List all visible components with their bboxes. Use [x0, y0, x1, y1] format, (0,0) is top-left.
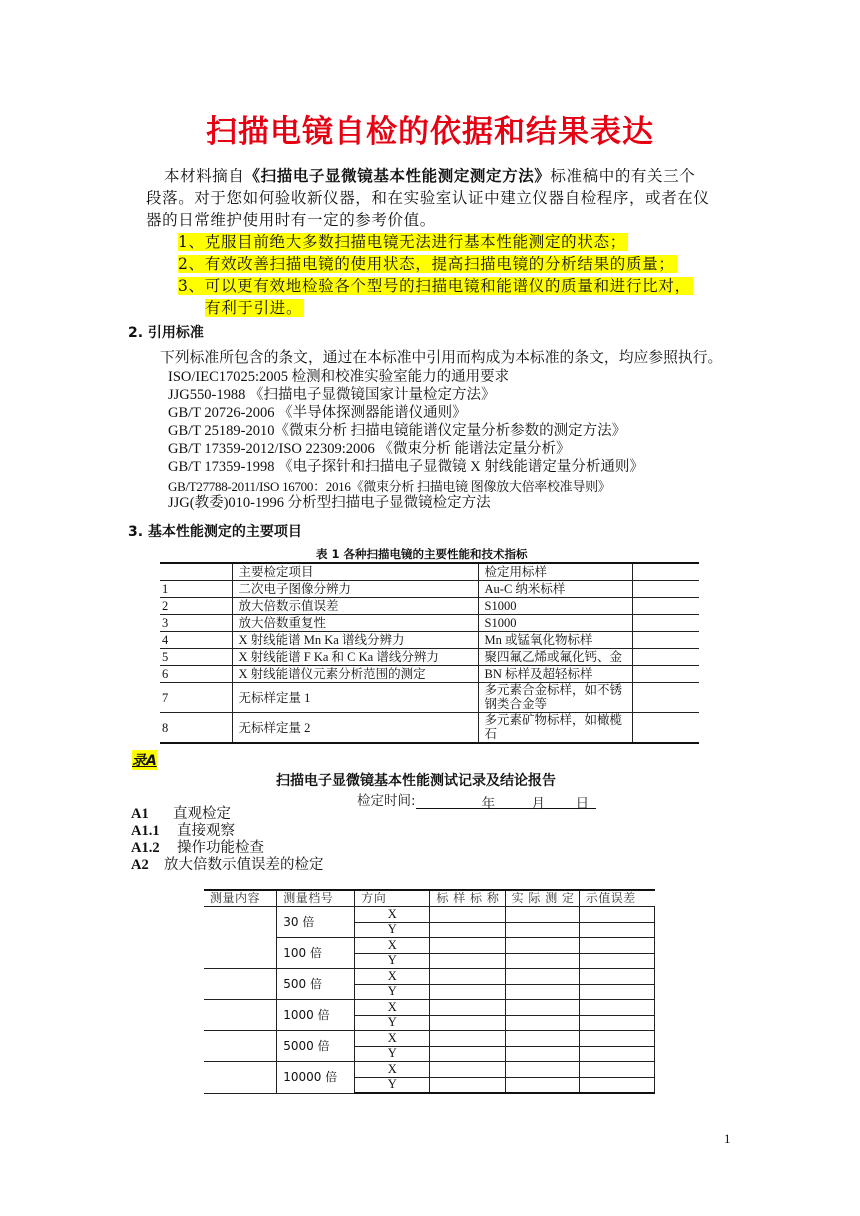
- direction-label: X: [355, 1000, 430, 1016]
- actual-measurement-cell[interactable]: [505, 953, 579, 969]
- item-cell: X 射线能谱仪元素分析范围的测定: [232, 666, 478, 683]
- indication-error-cell[interactable]: [579, 907, 654, 923]
- actual-measurement-cell[interactable]: [505, 1031, 579, 1047]
- highlight-item-2: 2、有效改善扫描电镜的使用状态，提高扫描电镜的分析结果的质量；: [178, 255, 675, 273]
- table-row: [204, 907, 655, 923]
- table-row: [204, 1062, 655, 1078]
- table-row: [160, 683, 699, 713]
- table-row: [204, 969, 655, 985]
- date-blank-field[interactable]: [416, 792, 596, 812]
- actual-measurement-cell[interactable]: [505, 938, 579, 954]
- table-row: [160, 615, 699, 632]
- table-row: [204, 1000, 655, 1016]
- document-title: 扫描电镜自检的依据和结果表达: [206, 114, 654, 150]
- sample-text: 多元素合金标样，如不锈钢类合金等: [484, 683, 623, 711]
- sample-nominal-cell[interactable]: [430, 969, 505, 985]
- row-number: 2: [160, 598, 232, 615]
- row-number: 8: [160, 713, 232, 744]
- indication-error-cell[interactable]: [579, 1046, 654, 1062]
- section-2-lead: 下列标准所包含的条文，通过在本标准中引用而构成为本标准的条文，均应参照执行。: [160, 350, 723, 366]
- actual-measurement-cell[interactable]: [505, 922, 579, 938]
- magnification-label: 5000 倍: [277, 1031, 355, 1062]
- magnification-label: 100 倍: [277, 938, 355, 969]
- reference-item: ISO/IEC17025:2005 检测和校准实验室能力的通用要求: [168, 369, 510, 385]
- measurement-content-cell[interactable]: [204, 1031, 277, 1062]
- actual-measurement-cell[interactable]: [505, 1046, 579, 1062]
- annex-title: 扫描电子显微镜基本性能测试记录及结论报告: [276, 773, 556, 789]
- indication-error-cell[interactable]: [579, 1000, 654, 1016]
- sample-nominal-cell[interactable]: [430, 953, 505, 969]
- indication-error-cell[interactable]: [579, 984, 654, 1000]
- header-cell: 测量内容: [204, 890, 277, 907]
- extra-cell: [632, 581, 699, 598]
- annex-item: A1 直观检定: [131, 806, 231, 822]
- highlight-item-3-cont: 有利于引进。: [205, 299, 303, 317]
- sample-cell: S1000: [478, 615, 632, 632]
- direction-label: X: [355, 1062, 430, 1078]
- sample-nominal-cell[interactable]: [430, 1000, 505, 1016]
- magnification-label: 500 倍: [277, 969, 355, 1000]
- indication-error-cell[interactable]: [579, 1031, 654, 1047]
- sample-cell: 聚四氟乙烯或氟化钙、金: [478, 649, 632, 666]
- extra-cell: [632, 598, 699, 615]
- table-row: [160, 632, 699, 649]
- measurement-content-cell[interactable]: [204, 1062, 277, 1094]
- table-row: [160, 581, 699, 598]
- measurement-content-cell[interactable]: [204, 938, 277, 969]
- sample-nominal-cell[interactable]: [430, 938, 505, 954]
- table-row: [160, 598, 699, 615]
- magnification-error-table: [204, 889, 655, 1094]
- date-month: 月: [531, 796, 546, 812]
- sample-cell: Mn 或锰氧化物标样: [478, 632, 632, 649]
- inspection-date: [357, 789, 596, 812]
- page-number: 1: [724, 1131, 731, 1146]
- date-day: 日: [575, 796, 590, 812]
- reference-item: GB/T 17359-1998 《电子探针和扫描电子显微镜 X 射线能谱定量分析通则》: [168, 459, 644, 475]
- actual-measurement-cell[interactable]: [505, 969, 579, 985]
- direction-label: X: [355, 938, 430, 954]
- row-number: 5: [160, 649, 232, 666]
- indication-error-cell[interactable]: [579, 938, 654, 954]
- table-row: [204, 938, 655, 954]
- sample-cell: [478, 683, 632, 713]
- sample-cell: Au-C 纳米标样: [478, 581, 632, 598]
- sample-cell: [478, 713, 632, 744]
- magnification-label: 10000 倍: [277, 1062, 355, 1094]
- header-cell: [160, 563, 232, 581]
- date-year: 年: [481, 796, 496, 812]
- extra-cell: [632, 713, 699, 744]
- table-row: [160, 713, 699, 744]
- item-cell: 放大倍数重复性: [232, 615, 478, 632]
- reference-item: JJG(教委)010-1996 分析型扫描电子显微镜检定方法: [168, 495, 491, 511]
- actual-measurement-cell[interactable]: [505, 1062, 579, 1078]
- indication-error-cell[interactable]: [579, 953, 654, 969]
- sample-nominal-cell[interactable]: [430, 907, 505, 923]
- extra-cell: [632, 666, 699, 683]
- indication-error-cell[interactable]: [579, 1062, 654, 1078]
- reference-item: GB/T 20726-2006 《半导体探测器能谱仪通则》: [168, 405, 467, 421]
- direction-label: X: [355, 969, 430, 985]
- sample-nominal-cell[interactable]: [430, 1015, 505, 1031]
- sample-nominal-cell[interactable]: [430, 1031, 505, 1047]
- header-cell: 测量档号: [277, 890, 355, 907]
- intro-line-3: 器的日常维护使用时有一定的参考价值。: [146, 211, 436, 229]
- intro-line-1: [146, 165, 695, 187]
- table-row: [160, 649, 699, 666]
- date-label: 检定时间:: [357, 793, 416, 809]
- magnification-label: 1000 倍: [277, 1000, 355, 1031]
- direction-label: Y: [355, 1046, 430, 1062]
- reference-item: GB/T27788-2011/ISO 16700：2016《微束分析 扫描电镜 图像放大倍率校准导则》: [168, 479, 611, 494]
- reference-item: JJG550-1988 《扫描电子显微镜国家计量检定方法》: [168, 387, 496, 403]
- annex-item: A1.1 直接观察: [131, 823, 235, 839]
- extra-cell: [632, 649, 699, 666]
- actual-measurement-cell[interactable]: [505, 907, 579, 923]
- measurement-content-cell[interactable]: [204, 907, 277, 938]
- row-number: 7: [160, 683, 232, 713]
- annex-item: A2 放大倍数示值误差的检定: [131, 857, 324, 873]
- indication-error-cell[interactable]: [579, 1015, 654, 1031]
- row-number: 6: [160, 666, 232, 683]
- actual-measurement-cell[interactable]: [505, 1015, 579, 1031]
- item-cell: 无标样定量 1: [232, 683, 478, 713]
- highlight-item-1: 1、克服目前绝大多数扫描电镜无法进行基本性能测定的状态；: [178, 233, 626, 251]
- intro-line-2: 段落。对于您如何验收新仪器，和在实验室认证中建立仪器自检程序，或者在仪: [146, 189, 710, 207]
- extra-cell: [632, 615, 699, 632]
- section-2-heading: 2. 引用标准: [128, 325, 204, 341]
- sample-nominal-cell[interactable]: [430, 1077, 505, 1093]
- item-cell: X 射线能谱 Mn Ka 谱线分辨力: [232, 632, 478, 649]
- header-cell: 检定用标样: [478, 563, 632, 581]
- item-cell: 二次电子图像分辨力: [232, 581, 478, 598]
- annex-item: A1.2 操作功能检查: [131, 840, 264, 856]
- direction-label: X: [355, 907, 430, 923]
- row-number: 4: [160, 632, 232, 649]
- extra-cell: [632, 632, 699, 649]
- sample-cell: S1000: [478, 598, 632, 615]
- direction-label: Y: [355, 922, 430, 938]
- magnification-label: 30 倍: [277, 907, 355, 938]
- header-cell: 示值误差: [579, 890, 654, 907]
- sample-nominal-cell[interactable]: [430, 1046, 505, 1062]
- reference-item: GB/T 17359-2012/ISO 22309:2006 《微束分析 能谱法定量分析》: [168, 441, 571, 457]
- row-number: 1: [160, 581, 232, 598]
- header-cell: 主要检定项目: [232, 563, 478, 581]
- direction-label: Y: [355, 1077, 430, 1093]
- extra-cell: [632, 683, 699, 713]
- section-3-heading: 3. 基本性能测定的主要项目: [128, 524, 302, 540]
- performance-items-table: [160, 562, 699, 744]
- sample-nominal-cell[interactable]: [430, 922, 505, 938]
- sample-text: 多元素矿物标样，如橄榄石: [484, 713, 623, 741]
- highlight-item-3: 3、可以更有效地检验各个型号的扫描电镜和能谱仪的质量和进行比对，: [178, 277, 691, 295]
- intro-suffix: 标准稿中的有关三个: [550, 167, 696, 185]
- actual-measurement-cell[interactable]: [505, 984, 579, 1000]
- item-cell: 放大倍数示值误差: [232, 598, 478, 615]
- direction-label: X: [355, 1031, 430, 1047]
- measurement-content-cell[interactable]: [204, 969, 277, 1000]
- table-row: [204, 1031, 655, 1047]
- annex-tag: 录A: [132, 750, 157, 770]
- sample-nominal-cell[interactable]: [430, 984, 505, 1000]
- direction-label: Y: [355, 1015, 430, 1031]
- indication-error-cell[interactable]: [579, 922, 654, 938]
- header-cell: 实 际 测 定: [505, 890, 579, 907]
- intro-book-title: 《扫描电子显微镜基本性能测定测定方法》: [244, 166, 551, 185]
- measurement-content-cell[interactable]: [204, 1000, 277, 1031]
- reference-item: GB/T 25189-2010《微束分析 扫描电镜能谱仪定量分析参数的测定方法》: [168, 423, 627, 439]
- direction-label: Y: [355, 984, 430, 1000]
- actual-measurement-cell[interactable]: [505, 1077, 579, 1093]
- table-header-row: [204, 890, 655, 907]
- indication-error-cell[interactable]: [579, 1077, 654, 1093]
- direction-label: Y: [355, 953, 430, 969]
- header-cell: 标 样 标 称: [430, 890, 505, 907]
- header-cell: [632, 563, 699, 581]
- sample-cell: BN 标样及超轻标样: [478, 666, 632, 683]
- table-1-caption: 表 1 各种扫描电镜的主要性能和技术指标: [316, 547, 528, 561]
- actual-measurement-cell[interactable]: [505, 1000, 579, 1016]
- header-cell: 方向: [355, 890, 430, 907]
- indication-error-cell[interactable]: [579, 969, 654, 985]
- item-cell: 无标样定量 2: [232, 713, 478, 744]
- table-row: [160, 666, 699, 683]
- table-header-row: [160, 563, 699, 581]
- item-cell: X 射线能谱 F Ka 和 C Ka 谱线分辨力: [232, 649, 478, 666]
- row-number: 3: [160, 615, 232, 632]
- sample-nominal-cell[interactable]: [430, 1062, 505, 1078]
- intro-prefix: 本材料摘自: [164, 167, 245, 185]
